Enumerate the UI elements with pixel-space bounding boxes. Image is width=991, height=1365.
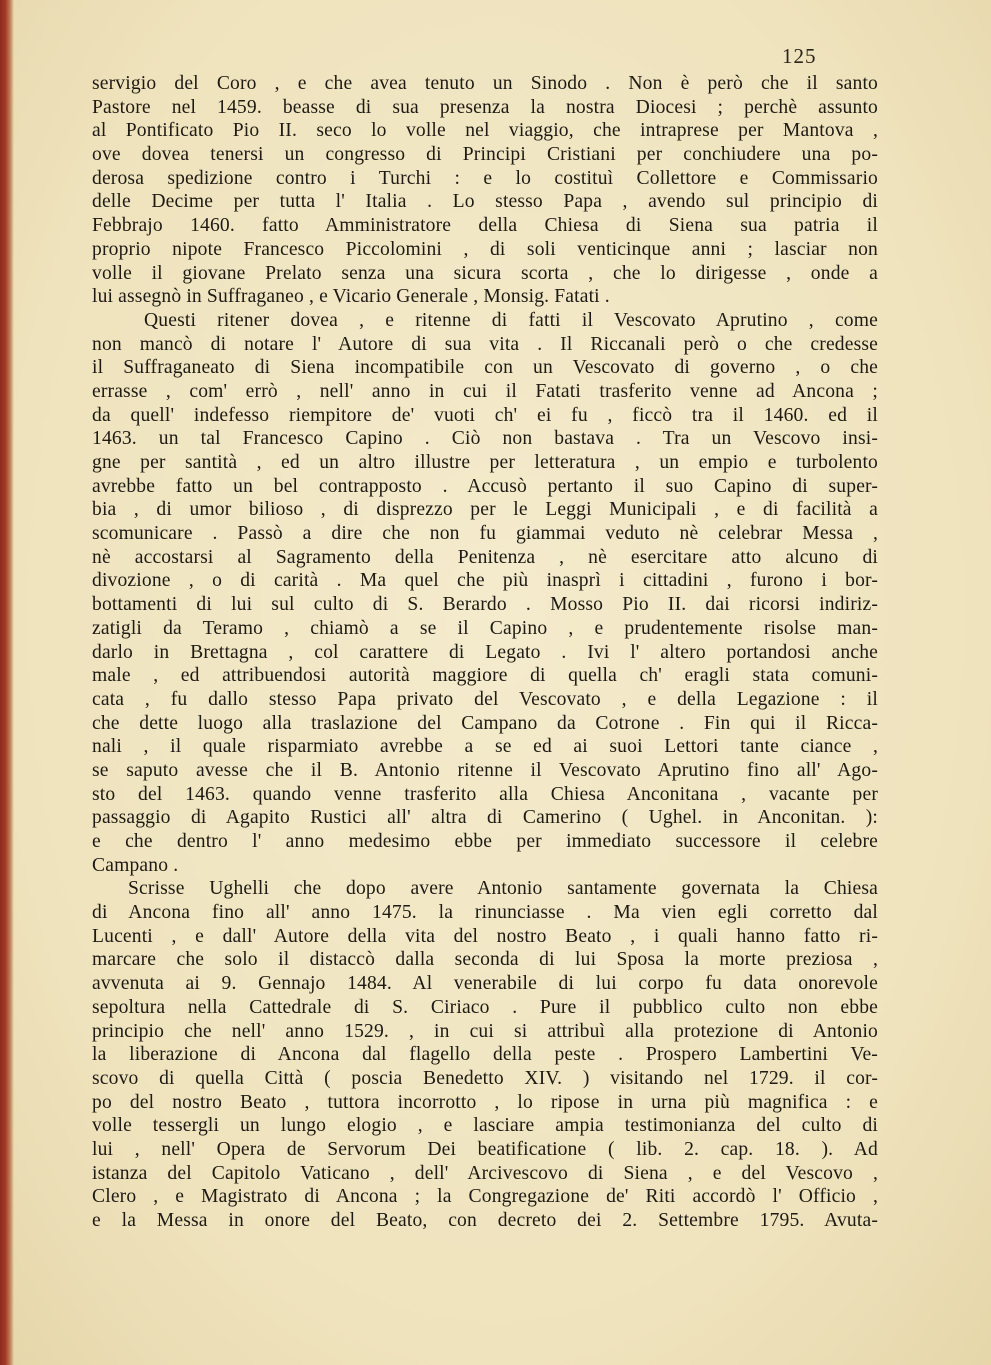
text-line: la liberazione di Ancona dal flagello della peste . Prospero Lambertini Ve-: [92, 1044, 878, 1066]
text-line: scomunicare . Passò a dire che non fu giammai veduto nè celebrar Messa ,: [92, 523, 878, 545]
text-line: Pastore nel 1459. beasse di sua presenza la nostra Diocesi ; perchè assunto: [92, 96, 878, 118]
text-line: lui assegnò in Suffraganeo , e Vicario Generale , Monsig. Fatati .: [92, 286, 610, 308]
text-line: darlo in Brettagna , col carattere di Legato . Ivi l' altero portandosi anche: [92, 641, 878, 663]
text-line: bia , di umor bilioso , di disprezzo per le Leggi Municipali , e di facilità a: [92, 499, 878, 521]
text-line: zatigli da Teramo , chiamò a se il Capino , e prudentemente risolse man-: [92, 617, 878, 639]
text-line: Questi ritener dovea , e ritenne di fatti il Vescovato Aprutino , come: [144, 309, 878, 331]
text-line: servigio del Coro , e che avea tenuto un Sinodo . Non è però che il santo: [92, 73, 878, 94]
text-line: avrebbe fatto un bel contrapposto . Accusò pertanto il suo Capino di super-: [92, 475, 878, 497]
text-line: divozione , o di carità . Ma quel che più inasprì i cittadini , furono i bor-: [92, 570, 878, 592]
text-line: scovo di quella Città ( poscia Benedetto XIV. ) visitando nel 1729. il cor-: [92, 1067, 878, 1089]
text-line: volle tessergli un lungo elogio , e lasciare ampia testimonianza del culto di: [92, 1115, 878, 1137]
text-line: male , ed attribuendosi autorità maggiore di quella ch' eragli stata comuni-: [92, 665, 878, 687]
text-line: di Ancona fino all' anno 1475. la rinunciasse . Ma vien egli corretto dal: [92, 902, 878, 924]
text-line: istanza del Capitolo Vaticano , dell' Arcivescovo di Siena , e del Vescovo ,: [92, 1162, 878, 1184]
text-line: Scrisse Ughelli che dopo avere Antonio santamente governata la Chiesa: [128, 878, 878, 900]
text-line: principio che nell' anno 1529. , in cui si attribuì alla protezione di Antonio: [92, 1020, 878, 1042]
text-line: Campano .: [92, 854, 179, 876]
text-line: errasse , com' errò , nell' anno in cui il Fatati trasferito venne ad Ancona ;: [92, 380, 878, 402]
text-line: da quell' indefesso riempitore de' vuoti ch' ei fu , ficcò tra il 1460. ed il: [92, 404, 878, 426]
text-line: volle il giovane Prelato senza una sicura scorta , che lo dirigesse , onde a: [92, 262, 878, 284]
text-line: al Pontificato Pio II. seco lo volle nel viaggio, che intraprese per Mantova ,: [92, 120, 878, 142]
text-line: marcare che solo il distaccò dalla seconda di lui Sposa la morte preziosa ,: [92, 949, 878, 971]
text-line: gne per santità , ed un altro illustre per letteratura , un empio e turbolento: [92, 452, 878, 473]
text-line: nali , il quale risparmiato avrebbe a se ed ai suoi Lettori tante ciance ,: [92, 736, 878, 758]
text-line: bottamenti di lui sul culto di S. Berardo . Mosso Pio II. dai ricorsi indiriz-: [92, 594, 878, 616]
text-line: lui , nell' Opera de Servorum Dei beatificatione ( lib. 2. cap. 18. ). Ad: [92, 1138, 878, 1160]
text-line: e che dentro l' anno medesimo ebbe per immediato successore il celebre: [92, 831, 878, 852]
text-line: ove dovea tenersi un congresso di Principi Cristiani per conchiudere una po-: [92, 144, 878, 166]
text-line: avvenuta ai 9. Gennajo 1484. Al venerabile di lui corpo fu data onorevole: [92, 973, 878, 995]
paragraph-3: [92, 877, 878, 1232]
text-line: passaggio di Agapito Rustici all' altra di Camerino ( Ughel. in Anconitan. ):: [92, 807, 878, 829]
text-line: se saputo avesse che il B. Antonio ritenne il Vescovato Aprutino fino all' Ago-: [92, 759, 878, 781]
text-line: Lucenti , e dall' Autore della vita del nostro Beato , i quali hanno fatto ri-: [92, 925, 878, 947]
text-line: po del nostro Beato , tuttora incorrotto , lo ripose in urna più magnifica : e: [92, 1091, 878, 1113]
text-line: sto del 1463. quando venne trasferito alla Chiesa Anconitana , vacante per: [92, 783, 878, 805]
text-line: Clero , e Magistrato di Ancona ; la Congregazione de' Riti accordò l' Officio ,: [92, 1186, 878, 1208]
text-line: non mancò di notare l' Autore di sua vita . Il Riccanali però o che credesse: [92, 333, 878, 355]
text-line: derosa spedizione contro i Turchi : e lo costituì Collettore e Commissario: [92, 167, 878, 189]
text-line: Febbrajo 1460. fatto Amministratore della Chiesa di Siena sua patria il: [92, 215, 878, 237]
paragraph-2: [92, 309, 878, 878]
paragraph-1: [92, 72, 878, 309]
text-line: delle Decime per tutta l' Italia . Lo stesso Papa , avendo sul principio di: [92, 191, 878, 213]
text-line: e la Messa in onore del Beato, con decreto dei 2. Settembre 1795. Avuta-: [92, 1210, 878, 1231]
text-line: il Suffraganeato di Siena incompatibile con un Vescovato di governo , o che: [92, 357, 878, 379]
text-line: sepoltura nella Cattedrale di S. Ciriaco . Pure il pubblico culto non ebbe: [92, 996, 878, 1018]
text-line: 1463. un tal Francesco Capino . Ciò non bastava . Tra un Vescovo insi-: [92, 428, 878, 450]
text-line: nè accostarsi al Sagramento della Penitenza , nè esercitare atto alcuno di: [92, 546, 878, 568]
text-line: che dette luogo alla traslazione del Campano da Cotrone . Fin qui il Ricca-: [92, 712, 878, 734]
page-number: 125: [782, 44, 817, 68]
body-text: [92, 72, 878, 1233]
text-line: cata , fu dallo stesso Papa privato del Vescovato , e della Legazione : il: [92, 688, 878, 710]
text-line: proprio nipote Francesco Piccolomini , di soli venticinque anni ; lasciar non: [92, 238, 878, 260]
